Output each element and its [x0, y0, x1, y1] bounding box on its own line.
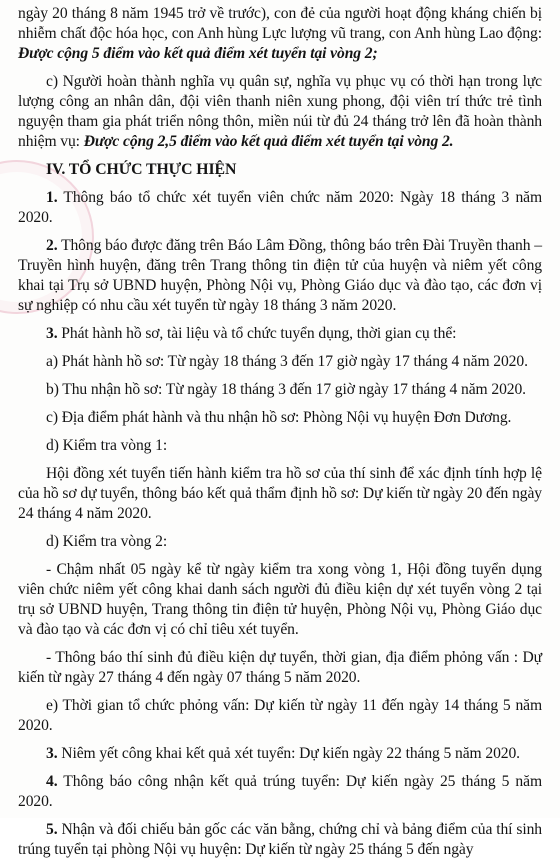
item-3a: a) Phát hành hồ sơ: Từ ngày 18 tháng 3 đến 17 giờ ngày 17 tháng 4 năm 2020.	[46, 353, 528, 370]
item-number: 3.	[46, 745, 58, 762]
item-text: Thông báo công nhận kết quả trúng tuyển: Dự kiến ngày 25 tháng 5 năm 2020.	[18, 773, 542, 810]
item-verify-originals	[18, 820, 542, 860]
paragraph-priority-b	[18, 4, 542, 64]
item-3e: e) Thời gian tổ chức phỏng vấn: Dự kiến từ ngày 11 đến ngày 14 tháng 5 năm 2020.	[18, 697, 542, 734]
item-text: Nhận và đối chiếu bản gốc các văn bằng, chứng chỉ và bảng điểm của thí sinh trúng tuyển tại phòng Nội vụ huyện: Dự kiến từ ngày 25 tháng 5 đến ngày	[18, 821, 542, 858]
item-3d2-bullet-1: - Chậm nhất 05 ngày kể từ ngày kiểm tra xong vòng 1, Hội đồng tuyển dụng viên chức niêm yết công khai danh sách người đủ điều kiện dự xét tuyển vòng 2 tại trụ sở UBND huyện, Trang thông tin điện tử huyện, Phòng Nội vụ, Phòng Giáo dục và đào tạo và các đơn vị có chỉ tiêu xét tuyển.	[18, 561, 542, 638]
item-3c: c) Địa điểm phát hành và thu nhận hồ sơ: Phòng Nội vụ huyện Đơn Dương.	[46, 409, 512, 426]
item-text: Niêm yết công khai kết quả xét tuyển: Dự kiến ngày 22 tháng 5 năm 2020.	[57, 745, 520, 762]
item-text: Phát hành hồ sơ, tài liệu và tổ chức tuyển dụng, thời gian cụ thể:	[57, 325, 457, 342]
paragraph-text: c) Người hoàn thành nghĩa vụ quân sự, nghĩa vụ phục vụ có thời hạn trong lực lượng công an nhân dân, đội viên thanh niên xung phong, đội viên trí thức trẻ tình nguyện tham gia phát triển nông thôn, miền núi từ đủ 24 tháng trở lên đã hoàn thành nhiệm vụ:	[18, 73, 542, 150]
item-number: 5.	[46, 821, 58, 838]
item-3d2-bullet-2: - Thông báo thí sinh đủ điều kiện dự tuyển, thời gian, địa điểm phỏng vấn : Dự kiến từ ngày 27 tháng 4 đến ngày 07 tháng 5 năm 2020.	[18, 649, 542, 686]
item-2	[18, 236, 542, 316]
item-3d-title: d) Kiểm tra vòng 1:	[46, 437, 168, 454]
item-1	[18, 188, 542, 228]
paragraph-text: ngày 20 tháng 8 năm 1945 trở về trước), con đẻ của người hoạt động kháng chiến bị nhiễm chất độc hóa học, con Anh hùng Lực lượng vũ trang, con Anh hùng Lao động:	[18, 5, 542, 42]
paragraph-emphasis: Được cộng 2,5 điểm vào kết quả điểm xét tuyển tại vòng 2.	[83, 133, 454, 150]
item-announce-results	[18, 772, 542, 812]
item-text: Thông báo được đăng trên Báo Lâm Đồng, thông báo trên Đài Truyền thanh – Truyền hình huyện, đăng trên Trang thông tin điện tử của huyện và niêm yết công khai tại Trụ sở UBND huyện, Phòng Nội vụ, Phòng Giáo dục và đào tạo, các đơn vị sự nghiệp có nhu cầu xét tuyển từ ngày 18 tháng 3 năm 2020.	[18, 237, 542, 314]
item-3d2-title: d) Kiểm tra vòng 2:	[46, 533, 168, 550]
item-number: 2.	[46, 237, 58, 254]
paragraph-emphasis: Được cộng 5 điểm vào kết quả điểm xét tuyển tại vòng 2;	[18, 45, 378, 62]
item-text: Thông báo tổ chức xét tuyển viên chức năm 2020: Ngày 18 tháng 3 năm 2020.	[18, 189, 542, 226]
item-3	[18, 324, 542, 344]
document-body	[18, 4, 542, 868]
item-number: 4.	[46, 773, 58, 790]
item-number: 3.	[46, 325, 58, 342]
item-3d-text: Hội đồng xét tuyển tiến hành kiểm tra hồ sơ của thí sinh để xác định tính hợp lệ của hồ sơ dự tuyển, thông báo kết quả thẩm định hồ sơ: Dự kiến từ ngày 20 đến ngày 24 tháng 4 năm 2020.	[18, 465, 542, 522]
section-heading: IV. TỔ CHỨC THỰC HIỆN	[46, 161, 237, 178]
item-publish-results	[18, 744, 542, 764]
item-3b: b) Thu nhận hồ sơ: Từ ngày 18 tháng 3 đến 17 giờ ngày 17 tháng 4 năm 2020.	[46, 381, 526, 398]
paragraph-priority-c	[18, 72, 542, 152]
item-number: 1.	[46, 189, 58, 206]
